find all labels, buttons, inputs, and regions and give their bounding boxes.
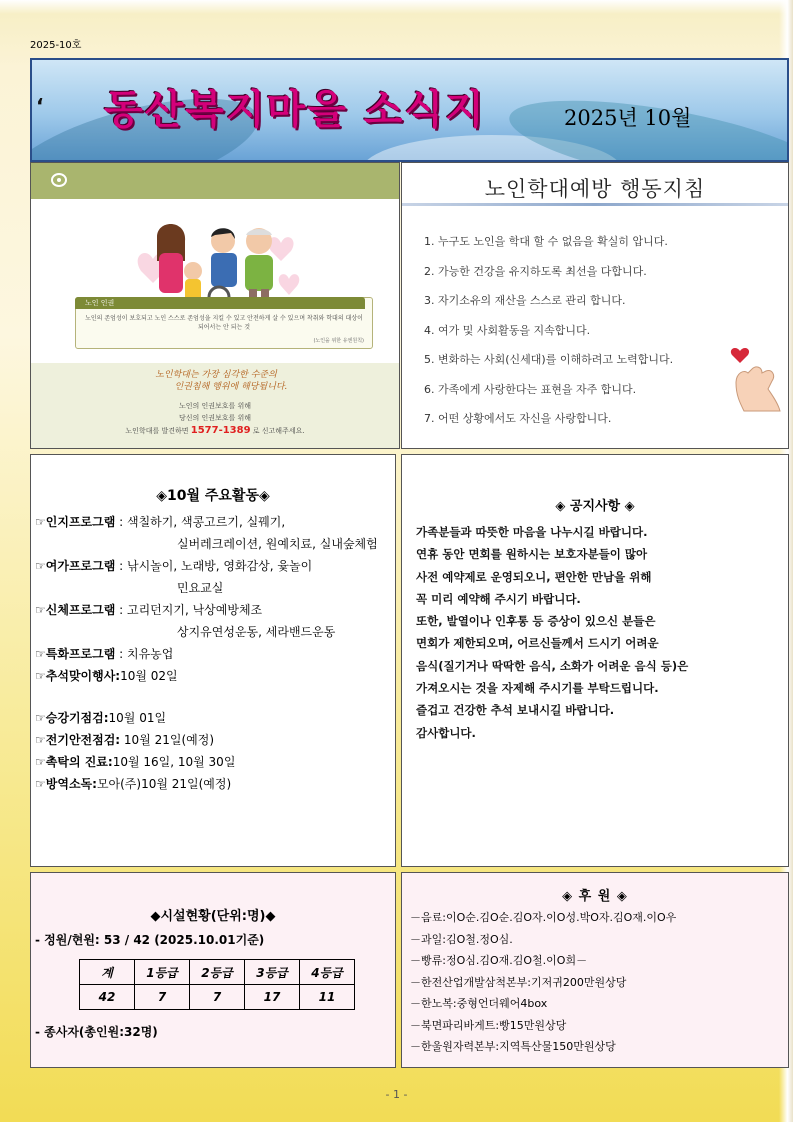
sponsors-title: ◈ 후 원 ◈	[562, 889, 628, 904]
sponsor-item: －음료:이O순.김O순.김O자.이O성.박O자.김O재.이O우	[410, 911, 677, 924]
table-row	[80, 985, 355, 1010]
newsletter-header	[30, 58, 789, 162]
poster-text-line: 당신의 인권보호를 위해	[178, 414, 252, 422]
activity-label: ☞신체프로그램	[35, 603, 116, 617]
guideline-item: 6. 가족에게 사랑한다는 표현을 자주 합니다.	[424, 382, 637, 396]
activity-detail-cont: 상지유연성운동, 세라밴드운동	[177, 625, 336, 639]
activity-detail: 10월 21일(예정)	[120, 733, 215, 747]
activity-label: ☞추석맞이행사:	[35, 669, 121, 683]
activity-detail: 모아(주)10월 21일(예정)	[96, 777, 232, 791]
slogan-line: 인권침해 행위에 해당됩니다.	[174, 382, 288, 392]
grade-table	[79, 959, 355, 1010]
elder-rights-source: (노인을 위한 유엔원칙)	[313, 338, 364, 344]
elder-rights-heading: 노인 인권	[75, 297, 365, 309]
activity-row	[35, 729, 395, 751]
abuse-prevention-guidelines	[401, 162, 789, 449]
family-illustration-icon	[131, 211, 311, 311]
activity-row	[35, 599, 395, 621]
notice-body	[416, 521, 786, 744]
table-header-cell: 1등급	[135, 960, 190, 985]
guideline-item: 4. 여가 및 사회활동을 지속합니다.	[424, 323, 591, 337]
elder-abuse-poster	[30, 162, 400, 449]
notice-board	[401, 454, 789, 867]
activity-detail: 10월 16일, 10월 30일	[112, 755, 236, 769]
eye-icon	[51, 173, 67, 187]
sponsor-item: －과일:김O철.정O심.	[410, 932, 513, 946]
activity-row	[35, 707, 395, 729]
table-header-cell: 3등급	[245, 960, 300, 985]
hotline-number: 1577-1389	[190, 425, 251, 436]
elder-rights-box	[75, 297, 373, 349]
poster-top-bar	[31, 163, 399, 199]
newsletter-title: 동산복지마을 소식지	[104, 87, 486, 133]
report-prefix: 노인학대를 발견하면	[125, 427, 189, 435]
notice-line: 감사합니다.	[416, 725, 476, 740]
activity-spacer	[35, 687, 395, 707]
notice-line: 음식(질기거나 딱딱한 음식, 소화가 어려운 음식 등)은	[416, 658, 689, 673]
activity-detail: 10월 01일	[108, 711, 167, 725]
sponsor-item: －한전산업개발삼척본부:기저귀200만원상당	[410, 975, 627, 989]
activity-label: ☞방역소독:	[35, 777, 97, 791]
sponsor-item: －한노복:중형언더웨어4box	[410, 997, 548, 1010]
sponsor-item: －한울원자력본부:지역특산물150만원상당	[410, 1040, 616, 1053]
notice-line: 즐겁고 건강한 추석 보내시길 바랍니다.	[416, 703, 615, 718]
activity-label: ☞여가프로그램	[35, 559, 116, 573]
facility-capacity: - 정원/현원: 53 / 42 (2025.10.01기준)	[35, 933, 265, 947]
table-header-cell: 4등급	[300, 960, 355, 985]
table-cell: 7	[190, 985, 245, 1010]
activity-row	[35, 643, 395, 665]
guideline-item: 2. 가능한 건강을 유지하도록 최선을 다합니다.	[424, 264, 647, 278]
poster-text-line: 노인의 인권보호를 위해	[178, 402, 252, 410]
facility-staff: - 종사자(총인원:32명)	[35, 1025, 158, 1039]
activity-row	[35, 555, 395, 577]
activities-title: ◈10월 주요활동◈	[156, 488, 270, 504]
notice-line: 면회가 제한되오며, 어르신들께서 드시기 어려운	[416, 636, 659, 651]
header-tick-mark: ‘	[36, 94, 44, 118]
sponsor-items	[410, 907, 676, 1058]
guideline-item: 3. 자기소유의 재산을 스스로 관리 합니다.	[424, 294, 626, 307]
activity-row	[35, 773, 395, 795]
activity-row	[35, 751, 395, 773]
sponsor-item: －북면파리바게트:빵15만원상당	[410, 1018, 567, 1032]
activity-label: ☞인지프로그램	[35, 515, 116, 529]
activity-detail: : 치유농업	[115, 647, 174, 661]
sponsor-item: －빵류:정O심.김O재.김O철.이O희－	[410, 954, 588, 967]
activity-label: ☞승강기점검:	[35, 711, 109, 725]
guideline-item: 5. 변화하는 사회(신세대)를 이해하려고 노력합니다.	[424, 353, 674, 366]
activity-label: ☞전기안전점검:	[35, 733, 121, 747]
notice-line: 가져오시는 것을 자제해 주시기를 부탁드립니다.	[416, 681, 659, 696]
table-header-cell: 2등급	[190, 960, 245, 985]
guidelines-divider	[402, 203, 788, 206]
notice-line: 또한, 발열이나 인후통 등 증상이 있으신 분들은	[416, 614, 656, 629]
elder-rights-text: 노인의 존엄성이 보호되고 노인 스스로 존엄성을 지킬 수 있고 안전하게 살 수 있으며 착취와 학대의 대상이 되어서는 안 되는 것	[85, 315, 363, 331]
newsletter-date: 2025년 10월	[564, 106, 692, 130]
report-line	[31, 425, 399, 436]
table-header-row	[80, 960, 355, 985]
report-suffix: 로 신고해주세요.	[252, 427, 305, 435]
notice-line: 연휴 동안 면회를 원하시는 보호자분들이 많아	[416, 547, 648, 562]
sponsors-list	[401, 872, 789, 1068]
activity-detail-cont: 민요교실	[177, 581, 224, 595]
issue-code: 2025-10호	[30, 40, 82, 51]
finger-heart-icon	[722, 343, 784, 413]
notice-title: ◈ 공지사항 ◈	[555, 499, 635, 514]
activities-list	[35, 511, 395, 795]
activity-detail-cont: 실버레크레이션, 원예치료, 실내숲체험	[177, 537, 378, 551]
activity-label: ☞촉탁의 진료:	[35, 755, 113, 769]
table-header-cell: 계	[80, 960, 135, 985]
notice-line: 사전 예약제로 운영되오니, 편안한 만남을 위해	[416, 569, 652, 584]
activity-detail: : 고리던지기, 낙상예방체조	[115, 603, 263, 617]
page-number: - 1 -	[385, 1088, 408, 1101]
facility-status	[30, 872, 396, 1068]
activity-detail: : 낚시놀이, 노래방, 영화감상, 윷놀이	[115, 559, 313, 573]
guidelines-title: 노인학대예방 행동지침	[484, 177, 706, 201]
poster-slogan	[91, 369, 341, 393]
slogan-line: 노인학대는 가장 심각한 수준의	[155, 370, 277, 380]
table-cell: 7	[135, 985, 190, 1010]
activity-detail: : 색칠하기, 색콩고르기, 실꿰기,	[115, 515, 286, 529]
activity-row	[35, 665, 395, 687]
page-top-glow	[0, 0, 793, 14]
activity-row	[35, 511, 395, 533]
activity-detail: 10월 02일	[120, 669, 178, 683]
table-cell: 11	[300, 985, 355, 1010]
guideline-item: 7. 어떤 상황에서도 자신을 사랑합니다.	[424, 412, 612, 425]
guideline-item: 1. 누구도 노인을 학대 할 수 없음을 확실히 압니다.	[424, 235, 668, 248]
monthly-activities	[30, 454, 396, 867]
notice-line: 꼭 미리 예약해 주시기 바랍니다.	[416, 591, 581, 606]
notice-line: 가족분들과 따뜻한 마음을 나누시길 바랍니다.	[416, 525, 648, 539]
activity-label: ☞특화프로그램	[35, 647, 116, 661]
table-cell: 42	[80, 985, 135, 1010]
table-cell: 17	[245, 985, 300, 1010]
facility-title: ◆시설현황(단위:명)◆	[150, 909, 276, 924]
guidelines-list	[424, 227, 673, 434]
